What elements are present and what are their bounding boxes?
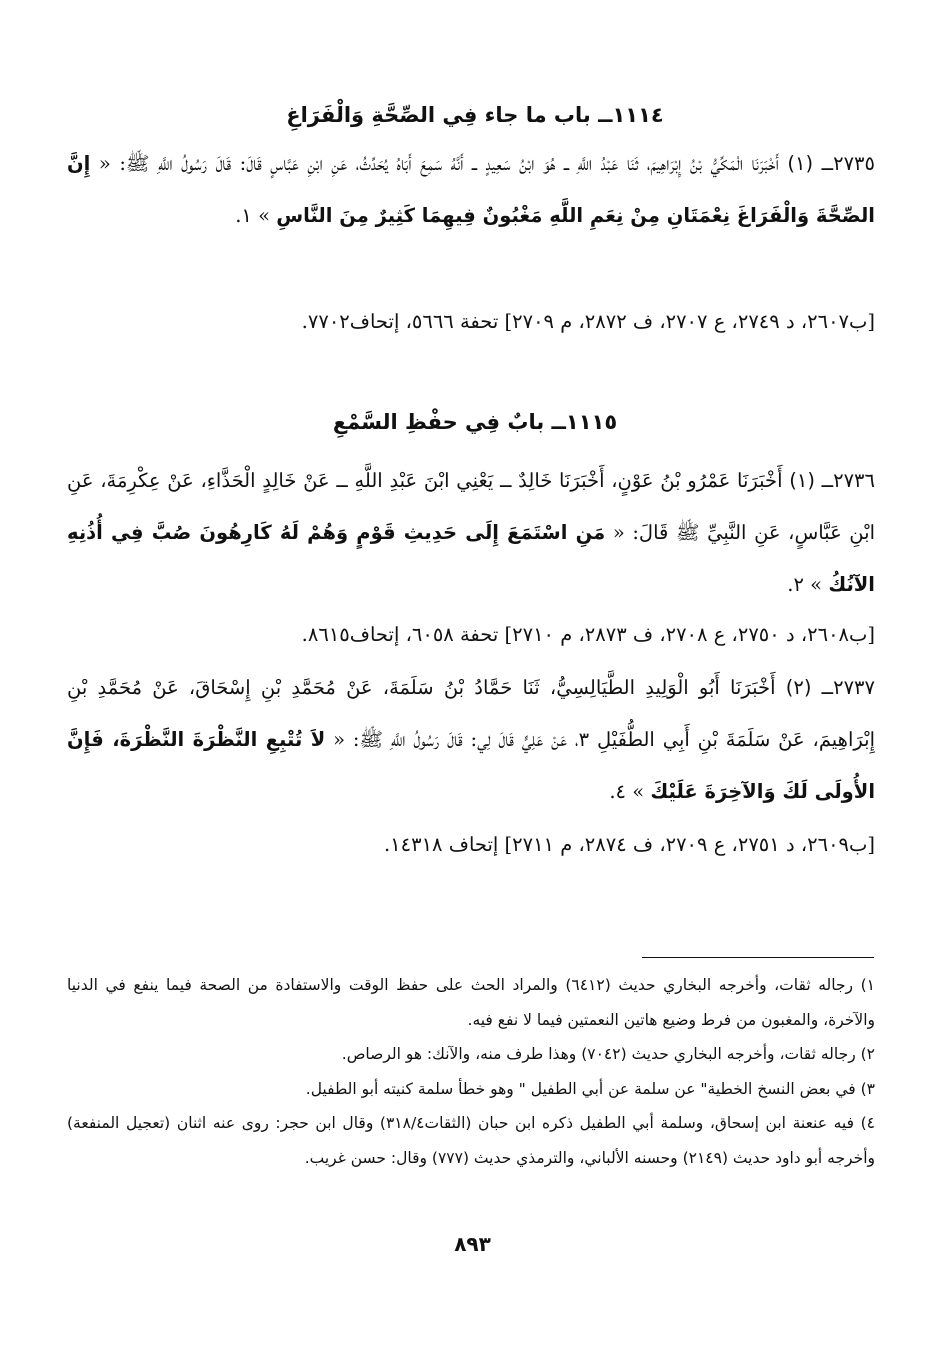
hadith-number: ٢٧٣٦ــ (١) <box>789 469 875 492</box>
hadith-matn: مَنِ اسْتَمَعَ إِلَى حَدِيثِ قَوْمٍ وَهُمْ لَهُ كَارِهُونَ صُبَّ فِي أُذُنِهِ الآنُكُ <box>67 521 875 596</box>
footnote-3: ٣) في بعض النسخ الخطية" عن سلمة عن أبي الطفيل " وهو خطأ سلمة كنيته أبو الطفيل. <box>305 1079 875 1098</box>
hadith-isnad: أَخْبَرَنَا أَبُو الْوَلِيدِ الطَّيَالِسِيُّ، ثَنَا حَمَّادُ بْنُ سَلَمَةَ، عَنْ مُحَمَّدِ بْنِ إِسْحَاقَ، عَنْ مُحَمَّدِ بْنِ إِبْرَاهِيمَ، عَنْ سَلَمَةَ بْنِ أَبِي الطُّفَيْلِ ٣، عَنْ عَلِيٍّ قَالَ لِي: قَالَ رَسُولُ اللَّهِ ﷺ: « <box>67 676 875 751</box>
chapter-heading-1114: ١١١٤ــ باب ما جاء فِي الصِّحَّةِ وَالْفَرَاغِ <box>286 103 664 127</box>
chapter-heading-1115: ١١١٥ــ بابٌ فِي حفْظِ السَّمْعِ <box>332 410 618 434</box>
hadith-2737 <box>67 662 875 818</box>
hadith-isnad: أَخْبَرَنَا الْمَكِّيُّ بْنُ إِبْرَاهِيمَ، ثَنَا عَبْدُ اللَّهِ ــ هُوَ ابْنُ سَعِيدٍ ــ أَنَّهُ سَمِعَ أَبَاهُ يُحَدِّثُ، عَنِ ابْنِ عَبَّاسٍ قَالَ: قَالَ رَسُولُ اللَّهِ ﷺ: « <box>98 152 779 175</box>
footnote-separator <box>642 957 874 958</box>
hadith-ending: » ١. <box>235 204 271 227</box>
footnote-4: ٤) فيه عنعنة ابن إسحاق، وسلمة أبي الطفيل ذكره ابن حبان (الثقات٣١٨/٤) وقال ابن حجر: روى عنه اثنان (تعجيل المنفعة) وأخرجه أبو داود حديث (٢١٤٩) وحسنه الألباني، والترمذي حديث (٧٧٧) وقال: حسن غريب. <box>67 1114 875 1167</box>
references-2735: [ب٢٦٠٧، د ٢٧٤٩، ع ٢٧٠٧، ف ٢٨٧٢، م ٢٧٠٩] تحفة ٥٦٦٦، إتحاف٧٧٠٢. <box>301 310 875 333</box>
footnote-2: ٢) رجاله ثقات، وأخرجه البخاري حديث (٧٠٤٢) وهذا طرف منه، والآنك: هو الرصاص. <box>341 1045 875 1063</box>
references-2737: [ب٢٦٠٩، د ٢٧٥١، ع ٢٧٠٩، ف ٢٨٧٤، م ٢٧١١] إتحاف ١٤٣١٨. <box>383 833 875 856</box>
hadith-matn: إِنَّ الصِّحَّةَ وَالْفَرَاغَ نِعْمَتَانِ مِنْ نِعَمِ اللَّهِ مَغْبُونٌ فِيهِمَا كَثِيرٌ مِنَ النَّاسِ <box>67 152 875 227</box>
references-2736: [ب٢٦٠٨، د ٢٧٥٠، ع ٢٧٠٨، ف ٢٨٧٣، م ٢٧١٠] تحفة ٦٠٥٨، إتحاف٨٦١٥. <box>301 623 875 646</box>
hadith-ending: » ٤. <box>609 780 645 803</box>
hadith-number: ٢٧٣٥ــ (١) <box>787 152 875 175</box>
page-number: ٨٩٣ <box>454 1232 491 1256</box>
hadith-2736 <box>67 455 875 611</box>
hadith-ending: » ٢. <box>787 573 823 596</box>
footnotes <box>67 968 875 1175</box>
hadith-number: ٢٧٣٧ــ (٢) <box>785 676 876 699</box>
hadith-isnad: أَخْبَرَنَا عَمْرُو بْنُ عَوْنٍ، أَخْبَرَنَا خَالِدٌ ــ يَعْنِي ابْنَ عَبْدِ اللَّهِ ــ عَنْ خَالِدٍ الْحَذَّاءِ، عَنْ عِكْرِمَةَ، عَنِ ابْنِ عَبَّاسٍ، عَنِ النَّبِيِّ ﷺ قَالَ: « <box>67 469 875 544</box>
footnote-1: ١) رجاله ثقات، وأخرجه البخاري حديث (٦٤١٢) والمراد الحث على حفظ الوقت والاستفادة من الصحة فيما ينفع في الدنيا والآخرة، والمغبون من فرط وضيع هاتين النعمتين فيما لا نفع فيه. <box>67 976 875 1029</box>
hadith-2735 <box>67 138 875 242</box>
hadith-matn: لاَ تُتْبِعِ النَّظْرَةَ النَّظْرَةَ، فَإِنَّ الأُولَى لَكَ وَالآخِرَةَ عَلَيْكَ <box>67 728 875 803</box>
